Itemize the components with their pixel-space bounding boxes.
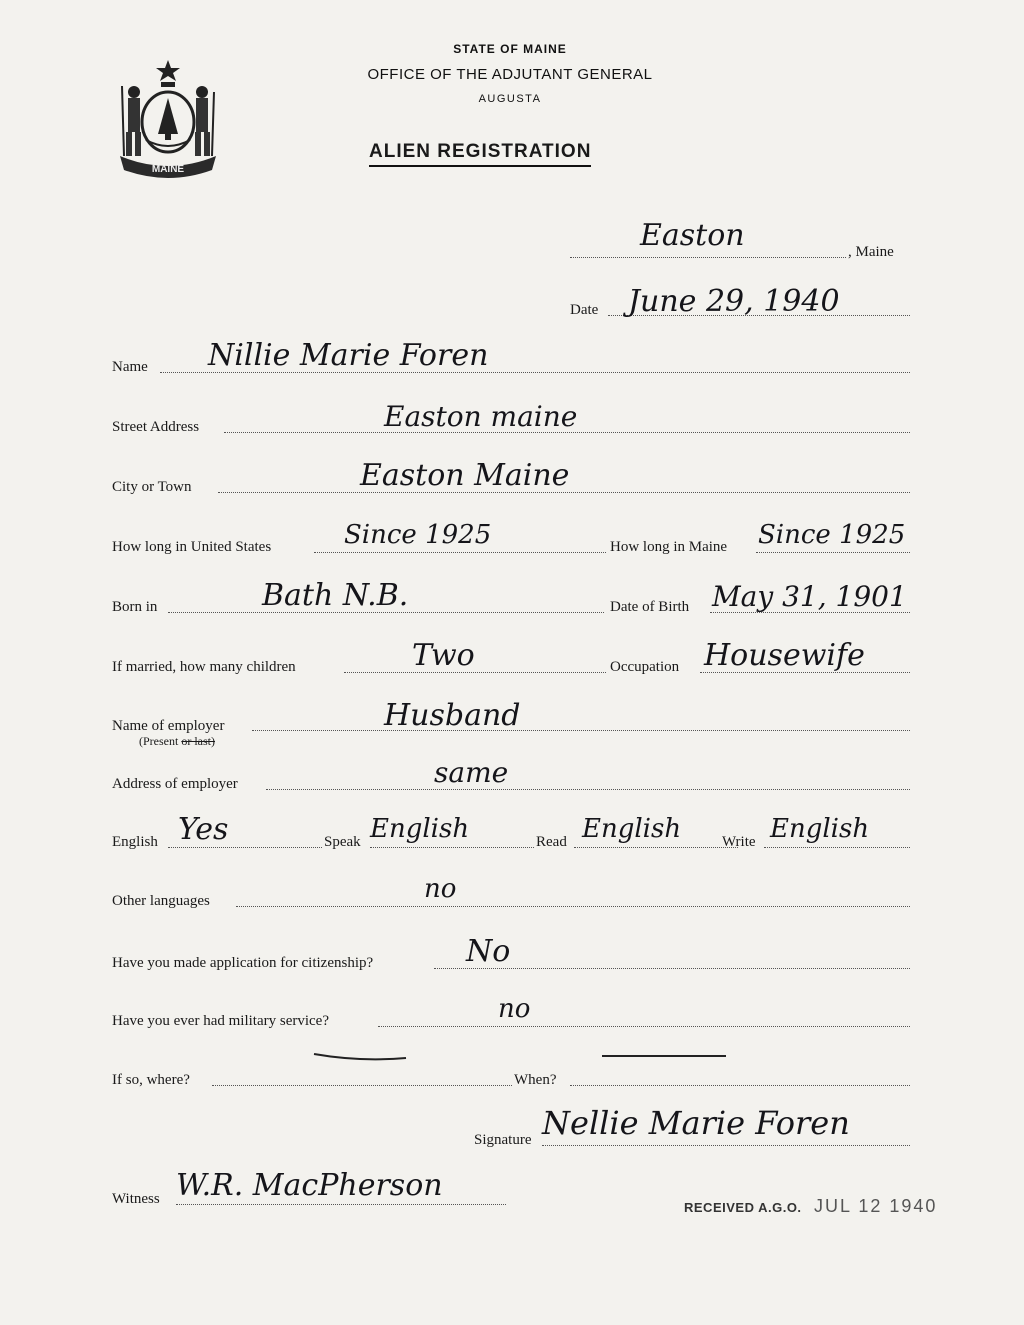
born-value: Bath N.B. [262,578,409,613]
city-value: Easton Maine [360,458,570,493]
signature-value: Nellie Marie Foren [542,1104,850,1142]
read-line [574,847,738,848]
employer-value: Husband [384,698,521,733]
occupation-label: Occupation [610,659,680,675]
read-label: Read [536,834,567,850]
employer-sublabel-last: or last) [181,734,215,748]
received-stamp-text: RECEIVED A.G.O. [684,1200,802,1215]
speak-label: Speak [324,834,361,850]
street-value: Easton maine [384,400,578,433]
where-line [212,1085,512,1086]
seal-text: MAINE [151,164,185,175]
dob-label: Date of Birth [610,599,690,615]
children-label: If married, how many children [112,659,296,675]
witness-label: Witness [112,1191,160,1207]
citizenship-value: No [466,934,511,969]
children-value: Two [412,638,475,673]
received-stamp [684,1196,937,1217]
write-label: Write [722,834,756,850]
employer-label: Name of employer [112,718,225,734]
form-title: ALIEN REGISTRATION [369,141,591,167]
english-label: English [112,834,158,850]
state-heading: STATE OF MAINE [453,42,567,56]
employer-sublabel-present: (Present [139,734,179,748]
employer-sublabel [139,734,215,749]
name-label: Name [112,359,148,375]
date-value: June 29, 1940 [628,284,840,319]
other-languages-value: no [424,874,457,904]
employer-address-line [266,789,910,790]
when-dash [598,1046,730,1066]
military-value: no [498,994,531,1024]
occupation-value: Housewife [704,638,865,673]
when-line [570,1085,910,1086]
maine-label: How long in Maine [610,539,728,555]
date-label: Date [570,302,599,318]
other-languages-line [236,906,910,907]
employer-line [252,730,910,731]
when-label: When? [514,1072,557,1088]
read-value: English [582,814,682,844]
employer-address-label: Address of employer [112,776,238,792]
military-label: Have you ever had military service? [112,1013,329,1029]
place-value: Easton [640,218,745,253]
children-line [344,672,606,673]
speak-value: English [370,814,470,844]
speak-line [370,847,534,848]
us-label: How long in United States [112,539,272,555]
english-value: Yes [178,812,229,847]
place-line [570,257,846,258]
street-label: Street Address [112,419,200,435]
witness-line [176,1204,506,1205]
maine-value: Since 1925 [758,520,906,550]
signature-label: Signature [474,1132,532,1148]
where-dash [310,1046,410,1066]
other-languages-label: Other languages [112,893,210,909]
born-label: Born in [112,599,158,615]
write-line [764,847,910,848]
us-value: Since 1925 [344,520,492,550]
citizenship-label: Have you made application for citizenship? [112,955,374,971]
english-line [168,847,322,848]
employer-address-value: same [434,756,509,789]
write-value: English [770,814,870,844]
maine-state-seal-icon [112,56,224,182]
dob-value: May 31, 1901 [712,580,907,613]
us-line [314,552,606,553]
military-line [378,1026,910,1027]
office-heading: OFFICE OF THE ADJUTANT GENERAL [367,66,653,83]
place-suffix: , Maine [848,244,894,260]
signature-line [542,1145,910,1146]
where-label: If so, where? [112,1072,190,1088]
name-value: Nillie Marie Foren [208,338,489,373]
maine-line [756,552,910,553]
city-heading: AUGUSTA [478,93,542,105]
witness-value: W.R. MacPherson [176,1168,443,1203]
city-label: City or Town [112,479,192,495]
received-stamp-date: JUL 12 1940 [814,1196,938,1216]
